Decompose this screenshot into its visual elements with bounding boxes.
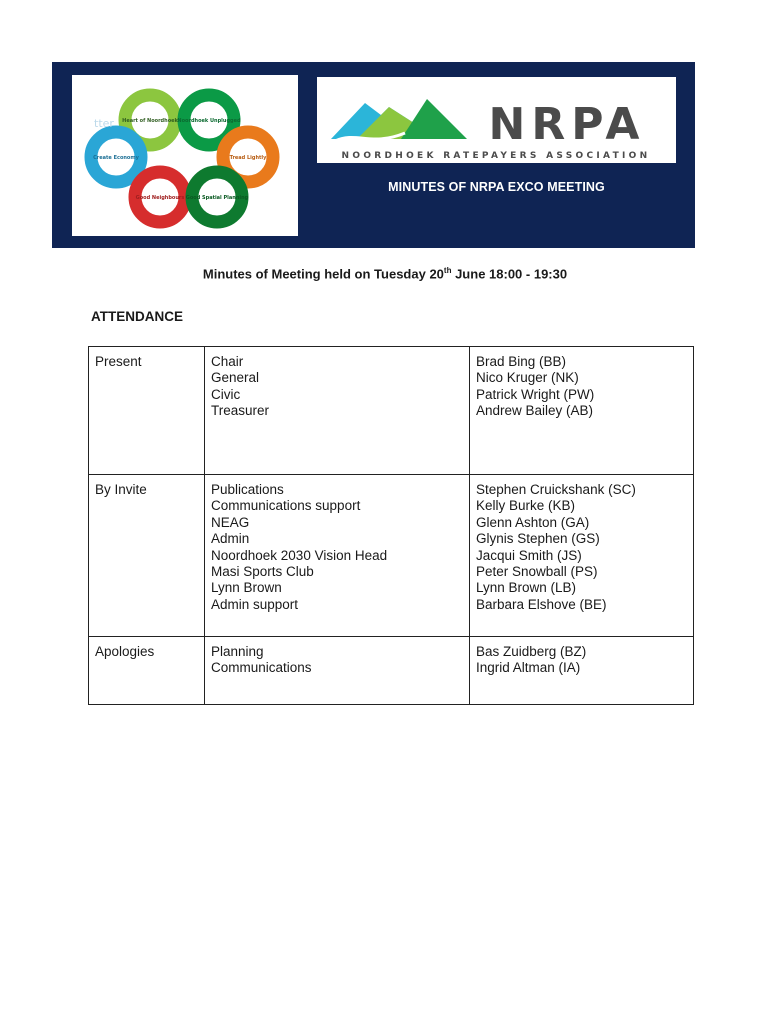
person-name: Nico Kruger (NK) — [476, 370, 579, 386]
nrpa-wordmark: NRPA — [488, 99, 646, 150]
role: Civic — [211, 386, 241, 402]
table-row-apologies — [89, 637, 694, 705]
role: Lynn Brown — [211, 580, 282, 596]
role: Communications support — [211, 498, 361, 514]
person-name: Patrick Wright (PW) — [476, 386, 595, 402]
person-name: Jacqui Smith (JS) — [476, 547, 582, 563]
banner-title: MINUTES OF NRPA EXCO MEETING — [388, 180, 605, 194]
subtitle-ordinal: th — [443, 266, 452, 275]
person-name: Peter Snowball (PS) — [476, 564, 598, 580]
role: NEAG — [211, 514, 250, 530]
ring-label: Tread Lightly — [229, 155, 267, 161]
person-name: Brad Bing (BB) — [476, 354, 567, 369]
faded-text: tter — [94, 117, 114, 130]
ring-label: Noordhoek Unplugged — [177, 118, 241, 124]
role: Noordhoek 2030 Vision Head — [211, 547, 388, 563]
subtitle-date: Minutes of Meeting held on Tuesday 20 — [202, 266, 444, 282]
group-label: Present — [89, 347, 205, 475]
roles-cell — [205, 637, 470, 705]
names-cell — [470, 637, 694, 705]
role: Communications — [211, 660, 312, 676]
nrpa-logo — [317, 77, 676, 163]
ring-label: Heart of Noordhoek — [122, 118, 178, 124]
attendance-table — [88, 346, 694, 705]
person-name: Kelly Burke (KB) — [476, 498, 576, 514]
person-name: Stephen Cruickshank (SC) — [476, 482, 636, 497]
table-row-present — [89, 347, 694, 475]
ring-label: Create Economy — [93, 155, 139, 161]
person-name: Andrew Bailey (AB) — [476, 403, 594, 419]
person-name: Ingrid Altman (IA) — [476, 660, 581, 676]
person-name: Glynis Stephen (GS) — [476, 531, 600, 547]
person-name: Lynn Brown (LB) — [476, 580, 577, 596]
role: Planning — [211, 644, 264, 659]
roles-cell — [205, 347, 470, 475]
role: General — [211, 370, 260, 386]
header-banner — [52, 62, 695, 248]
person-name: Barbara Elshove (BE) — [476, 596, 607, 612]
role: Treasurer — [211, 403, 270, 419]
table-row-by-invite — [89, 475, 694, 637]
nrpa-tagline: NOORDHOEK RATEPAYERS ASSOCIATION — [341, 151, 651, 161]
person-name: Glenn Ashton (GA) — [476, 514, 590, 530]
ring-label: Good Neighbours — [135, 195, 185, 201]
subtitle-time: June 18:00 - 19:30 — [451, 266, 568, 282]
role: Publications — [211, 482, 284, 497]
role: Masi Sports Club — [211, 564, 314, 580]
person-name: Bas Zuidberg (BZ) — [476, 644, 587, 659]
names-cell — [470, 347, 694, 475]
role: Admin support — [211, 596, 299, 612]
ring-label: Good Spatial Planning — [185, 195, 249, 201]
role: Admin — [211, 531, 250, 547]
vision-rings-logo — [72, 75, 298, 236]
names-cell — [470, 475, 694, 637]
group-label: By Invite — [89, 475, 205, 637]
group-label: Apologies — [89, 637, 205, 705]
roles-cell — [205, 475, 470, 637]
meeting-subtitle — [0, 266, 770, 281]
attendance-heading: ATTENDANCE — [91, 309, 183, 324]
role: Chair — [211, 354, 244, 369]
